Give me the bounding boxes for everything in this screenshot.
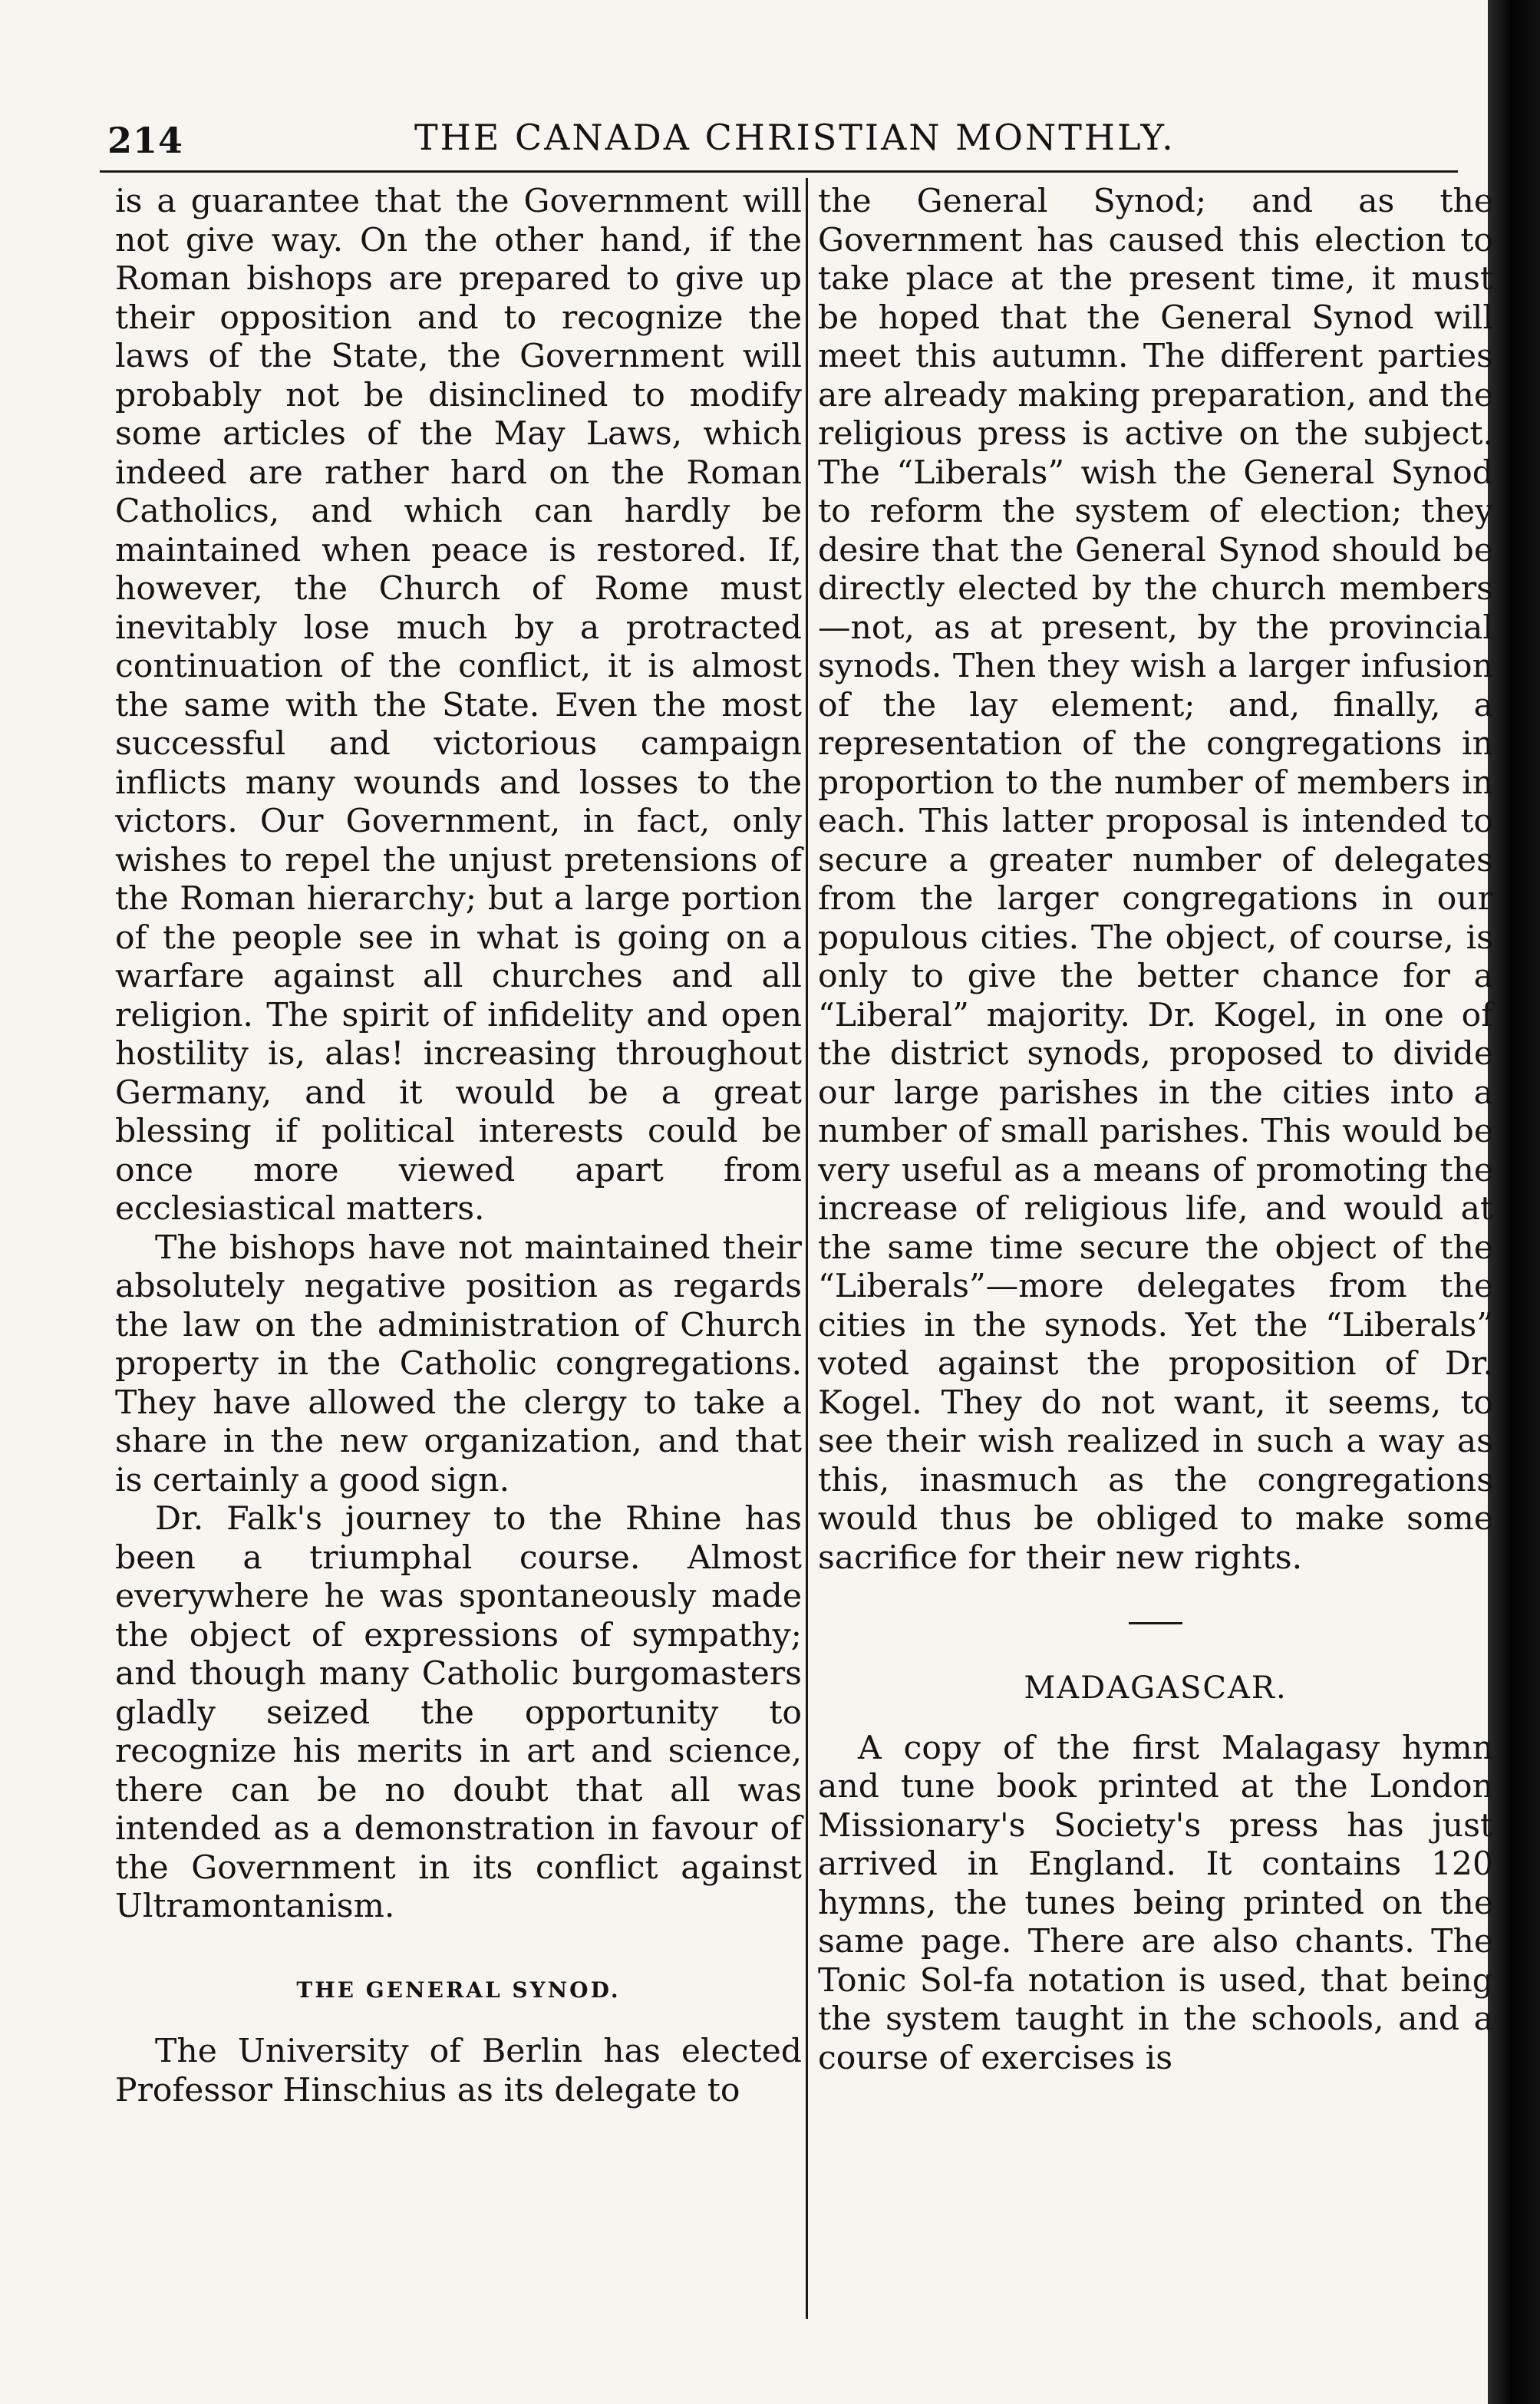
madagascar-paragraph: A copy of the first Malagasy hymn and tune book printed at the London Missionary's Society's press has just arrived in England. It contains 120 hymns, the tunes being printed on the same page. There are also chants. The Tonic Sol-fa notation is used, that being the system taught in the schools, and a course of exercises is — [818, 1729, 1493, 2077]
section-separator-rule — [1129, 1622, 1182, 1624]
page-header — [92, 114, 1450, 167]
left-paragraph-2: The bishops have not maintained their absolutely negative position as regards the law on the administration of Church property in the Catholic congregations. They have allowed the clergy to take a share in the new organization, and that is certainly a good sign. — [115, 1228, 802, 1499]
general-synod-paragraph: The University of Berlin has elected Professor Hinschius as its delegate to — [115, 2033, 802, 2109]
left-paragraph-1: is a guarantee that the Government will not give way. On the other hand, if the Roman bishops are prepared to give up their opposition and to recognize the laws of the State, the Government will probably not be disinclined to modify some articles of the May Laws, which indeed are rather hard on the Roman Catholics, and which can hardly be maintained when peace is restored. If, however, the Church of Rome must inevitably lose much by a protracted continuation of the conflict, it is almost the same with the State. Even the most successful and victorious campaign inflicts many wounds and losses to the victors. Our Government, in fact, only wishes to repel the unjust pretensions of the Roman hierarchy; but a large portion of the people see in what is going on a warfare against all churches and all religion. The spirit of infidelity and open hostility is, alas! increasing throughout Germany, and it would be a great blessing if political interests could be once more viewed apart from ecclesiastical matters. — [115, 183, 802, 1228]
left-column — [115, 183, 802, 2110]
running-title: THE CANADA CHRISTIAN MONTHLY. — [414, 117, 1176, 158]
page-binding-shadow — [1488, 0, 1540, 2404]
section-heading-general-synod: THE GENERAL SYNOD. — [296, 1977, 621, 2003]
column-divider — [806, 178, 808, 2319]
header-rule — [100, 170, 1458, 173]
page-number: 214 — [107, 120, 184, 161]
section-heading-madagascar: MADAGASCAR. — [1024, 1670, 1288, 1706]
right-column — [818, 183, 1493, 2078]
right-paragraph-1: the General Synod; and as the Government has caused this election to take place at the present time, it must be hoped that the General Synod will meet this autumn. The different parties are already making preparation, and the religious press is active on the subject. The “Liberals” wish the General Synod to reform the system of election; they desire that the General Synod should be directly elected by the church members—not, as at present, by the provincial synods. Then they wish a larger infusion of the lay element; and, finally, a representation of the congregations in proportion to the number of members in each. This latter proposal is intended to secure a greater number of delegates from the larger congregations in our populous cities. The object, of course, is only to give the better chance for a “Liberal” majority. Dr. Kogel, in one of the district synods, proposed to divide our large parishes in the cities into a number of small parishes. This would be very useful as a means of promoting the increase of religious life, and would at the same time secure the object of the “Liberals”—more delegates from the cities in the synods. Yet the “Liberals” voted against the proposition of Dr. Kogel. They do not want, it seems, to see their wish realized in such a way as this, inasmuch as the congregations would thus be obliged to make some sacrifice for their new rights. — [818, 183, 1493, 1577]
left-paragraph-3: Dr. Falk's journey to the Rhine has been a triumphal course. Almost everywhere he was spontaneously made the object of expressions of sympathy; and though many Catholic burgomasters gladly seized the opportunity to recognize his merits in art and science, there can be no doubt that all was intended as a demonstration in favour of the Government in its conflict against Ultramontanism. — [115, 1500, 802, 1925]
